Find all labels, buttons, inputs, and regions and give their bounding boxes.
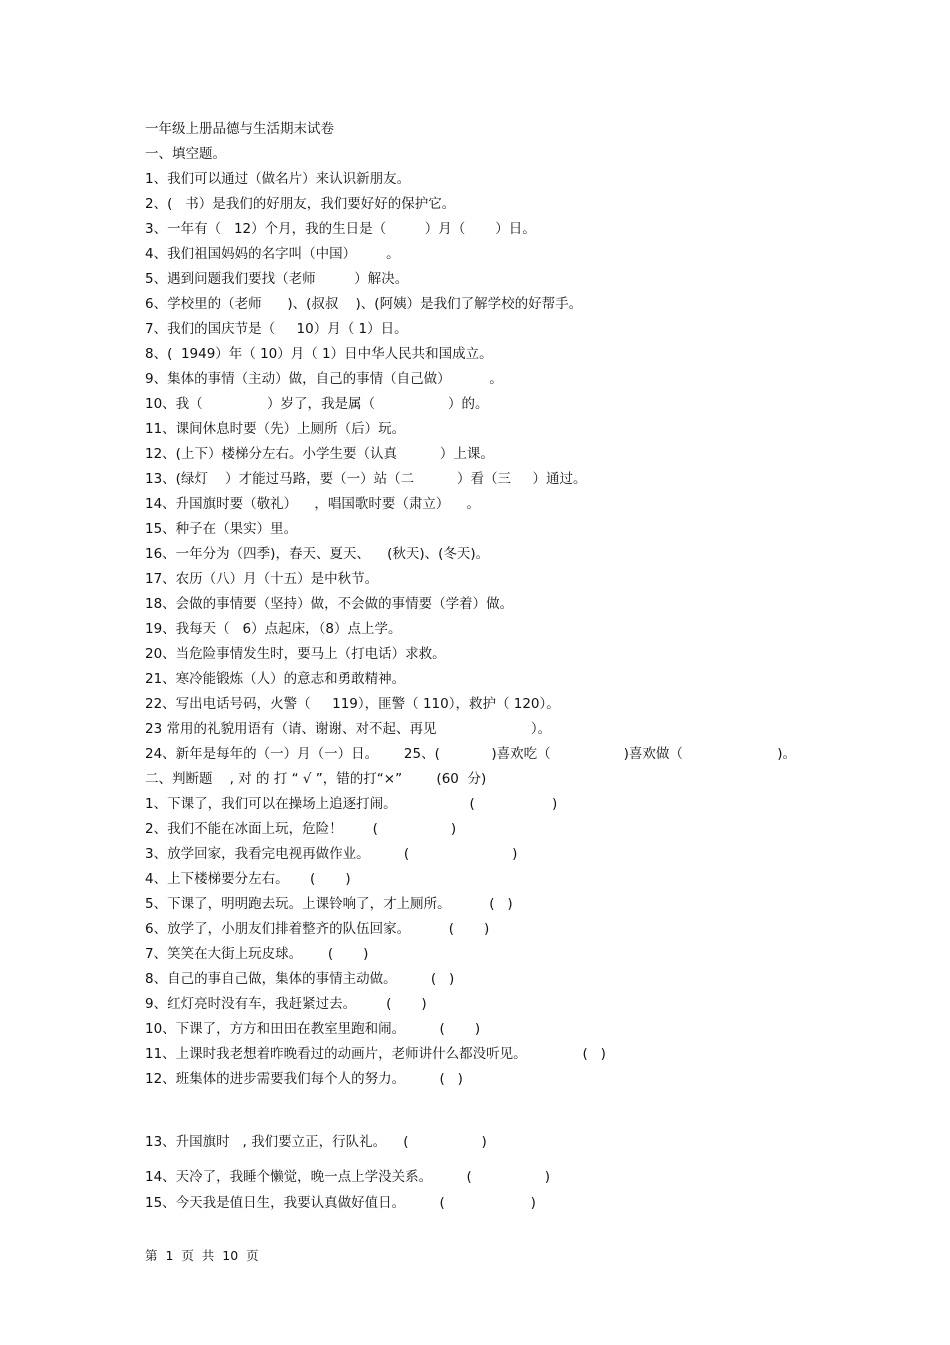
- fill-in-item: 13、(绿灯 ）才能过马路，要（一）站（二 ）看（三 ）通过。: [145, 471, 587, 487]
- judge-item: 15、今天我是值日生，我要认真做好值日。 ( ): [145, 1195, 536, 1211]
- judge-item: 13、升国旗时 , 我们要立正，行队礼。 ( ): [145, 1134, 487, 1150]
- fill-in-item: 8、( 1949）年（ 10）月（ 1）日中华人民共和国成立。: [145, 346, 493, 362]
- judge-item: 12、班集体的进步需要我们每个人的努力。 ( ): [145, 1071, 463, 1087]
- fill-in-item: 20、当危险事情发生时，要马上（打电话）求救。: [145, 646, 446, 662]
- judge-item: 3、放学回家，我看完电视再做作业。 ( ): [145, 846, 518, 862]
- judge-item: 5、下课了，明明跑去玩。上课铃响了，才上厕所。 ( ): [145, 896, 513, 912]
- fill-in-item: 16、一年分为（四季)，春天、夏天、 (秋天)、(冬天)。: [145, 546, 490, 562]
- fill-in-item: 3、一年有（ 12）个月，我的生日是（ ）月（ ）日。: [145, 221, 536, 237]
- fill-in-item: 21、寒冷能锻炼（人）的意志和勇敢精神。: [145, 671, 406, 687]
- fill-in-item: 23 常用的礼貌用语有（请、谢谢、对不起、再见 ）。: [145, 721, 552, 737]
- page-footer: 第 1 页 共 10 页: [145, 1248, 259, 1263]
- fill-in-item: 22、写出电话号码，火警（ 119），匪警（ 110），救护（ 120）。: [145, 696, 560, 712]
- fill-in-item: 6、学校里的（老师 )、(叔叔 )、(阿姨）是我们了解学校的好帮手。: [145, 296, 583, 312]
- fill-in-item: 9、集体的事情（主动）做，自己的事情（自己做） 。: [145, 371, 503, 387]
- judge-item: 8、自己的事自己做，集体的事情主动做。 ( ): [145, 971, 455, 987]
- fill-in-item: 24、新年是每年的（一）月（一）日。 25、( )喜欢吃（ )喜欢做（ )。: [145, 746, 797, 762]
- fill-in-item: 10、我（ ）岁了，我是属（ ）的。: [145, 396, 489, 412]
- fill-in-item: 2、( 书）是我们的好朋友，我们要好好的保护它。: [145, 196, 456, 212]
- fill-in-item: 17、农历（八）月（十五）是中秋节。: [145, 571, 379, 587]
- judge-item: 10、下课了，方方和田田在教室里跑和闹。 ( ): [145, 1021, 481, 1037]
- judge-item: 1、下课了，我们可以在操场上追逐打闹。 ( ): [145, 796, 558, 812]
- section-1-heading: 一、填空题。: [145, 146, 226, 162]
- fill-in-item: 19、我每天（ 6）点起床，（8）点上学。: [145, 621, 402, 637]
- fill-in-item: 5、遇到问题我们要找（老师 ）解决。: [145, 271, 409, 287]
- fill-in-item: 7、我们的国庆节是（ 10）月（ 1）日。: [145, 321, 408, 337]
- fill-in-item: 18、会做的事情要（坚持）做，不会做的事情要（学着）做。: [145, 596, 514, 612]
- section-2-heading: 二、判断题 , 对 的 打 “ √ ”，错的打“×” (60 分): [145, 771, 487, 787]
- fill-in-item: 12、(上下）楼梯分左右。小学生要（认真 ）上课。: [145, 446, 494, 462]
- fill-in-item: 1、我们可以通过（做名片）来认识新朋友。: [145, 171, 411, 187]
- judge-item: 9、红灯亮时没有车，我赶紧过去。 ( ): [145, 996, 427, 1012]
- judge-item: 2、我们不能在冰面上玩，危险！ ( ): [145, 821, 457, 837]
- judge-item: 7、笑笑在大街上玩皮球。 ( ): [145, 946, 369, 962]
- fill-in-item: 15、种子在（果实）里。: [145, 521, 298, 537]
- judge-item: 11、上课时我老想着昨晚看过的动画片，老师讲什么都没听见。 ( ): [145, 1046, 606, 1062]
- judge-item: 14、天冷了，我睡个懒觉，晚一点上学没关系。 ( ): [145, 1169, 550, 1185]
- exam-title: 一年级上册品德与生活期末试卷: [145, 121, 334, 137]
- fill-in-item: 11、课间休息时要（先）上厕所（后）玩。: [145, 421, 406, 437]
- judge-item: 6、放学了，小朋友们排着整齐的队伍回家。 ( ): [145, 921, 490, 937]
- fill-in-item: 14、升国旗时要（敬礼） ，唱国歌时要（肃立） 。: [145, 496, 481, 512]
- judge-item: 4、上下楼梯要分左右。 ( ): [145, 871, 351, 887]
- fill-in-item: 4、我们祖国妈妈的名字叫（中国） 。: [145, 246, 400, 262]
